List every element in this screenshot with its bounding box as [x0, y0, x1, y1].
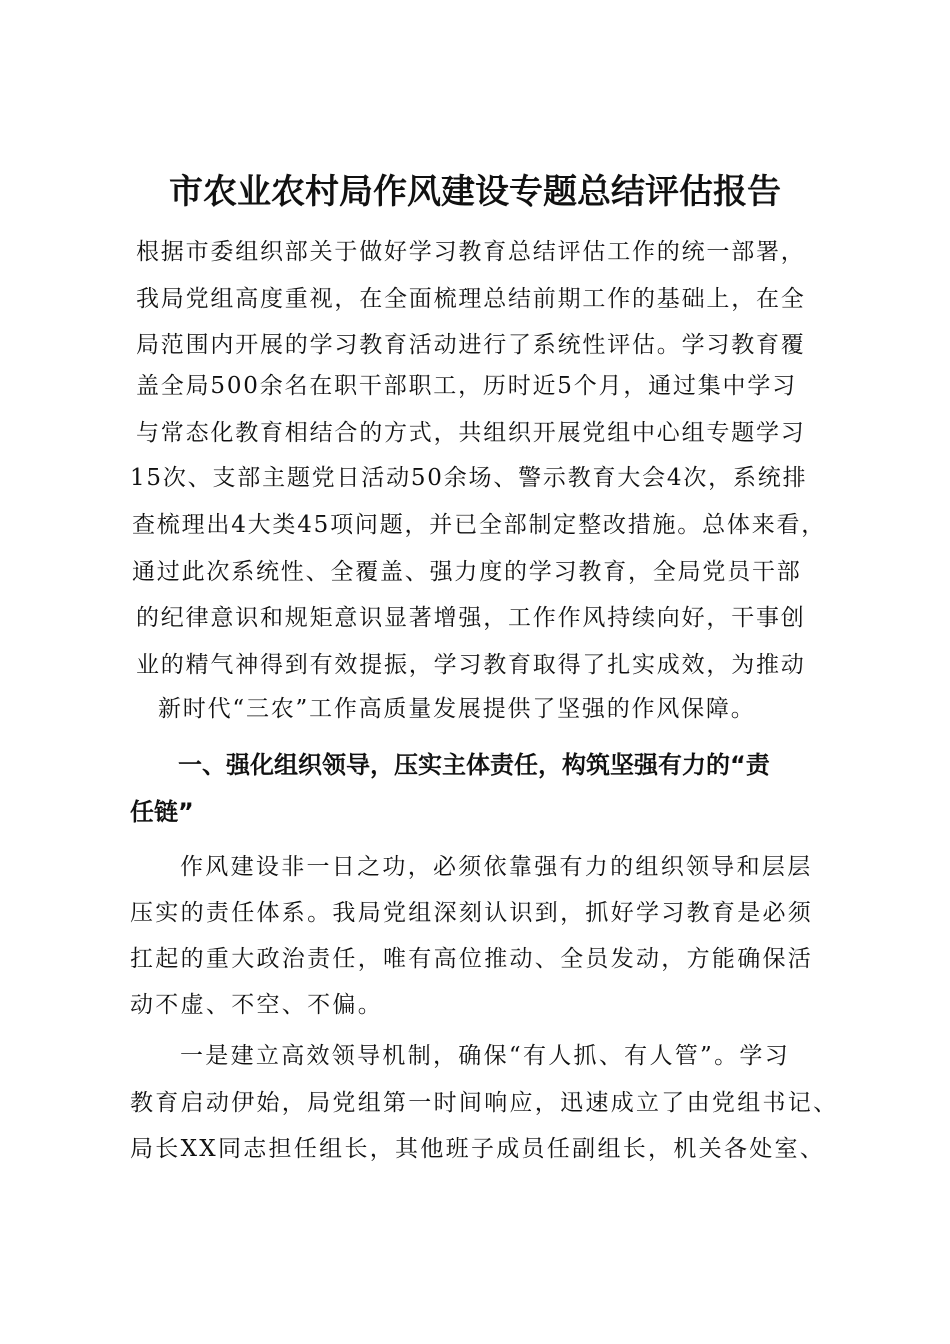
intro-line: 15次、支部主题党日活动50余场、警示教育大会4次，系统排 [130, 465, 808, 491]
intro-line: 局范围内开展的学习教育活动进行了系统性评估。学习教育覆 [136, 332, 806, 358]
paragraph-line: 教育启动伊始，局党组第一时间响应，迅速成立了由党组书记、 [130, 1090, 839, 1116]
document-title: 市农业农村局作风建设专题总结评估报告 [169, 172, 781, 212]
intro-line: 通过此次系统性、全覆盖、强力度的学习教育，全局党员干部 [132, 559, 802, 585]
intro-line: 与常态化教育相结合的方式，共组织开展党组中心组专题学习 [136, 420, 806, 446]
section-heading-line: 任链” [130, 798, 194, 826]
intro-line: 查梳理出4大类45项问题，并已全部制定整改措施。总体来看， [132, 512, 827, 538]
intro-line: 业的精气神得到有效提振，学习教育取得了扎实成效，为推动 [136, 652, 806, 678]
paragraph-line: 动不虚、不空、不偏。 [130, 992, 383, 1018]
intro-line: 我局党组高度重视，在全面梳理总结前期工作的基础上，在全 [136, 286, 806, 312]
paragraph-line: 局长XX同志担任组长，其他班子成员任副组长，机关各处室、 [130, 1136, 826, 1162]
intro-line: 根据市委组织部关于做好学习教育总结评估工作的统一部署， [136, 239, 806, 265]
intro-line: 的纪律意识和规矩意识显著增强，工作作风持续向好，干事创 [136, 605, 806, 631]
paragraph-line: 一是建立高效领导机制，确保“有人抓、有人管”。学习 [180, 1043, 791, 1069]
paragraph-line: 压实的责任体系。我局党组深刻认识到，抓好学习教育是必须 [130, 900, 814, 926]
intro-line: 新时代“三农”工作高质量发展提供了坚强的作风保障。 [158, 696, 756, 722]
section-heading-line: 一、强化组织领导，压实主体责任，构筑坚强有力的“责 [178, 751, 770, 779]
intro-line: 盖全局500余名在职干部职工，历时近5个月，通过集中学习 [136, 373, 797, 399]
paragraph-line: 扛起的重大政治责任，唯有高位推动、全员发动，方能确保活 [130, 946, 814, 972]
paragraph-line: 作风建设非一日之功，必须依靠强有力的组织领导和层层 [180, 854, 813, 880]
